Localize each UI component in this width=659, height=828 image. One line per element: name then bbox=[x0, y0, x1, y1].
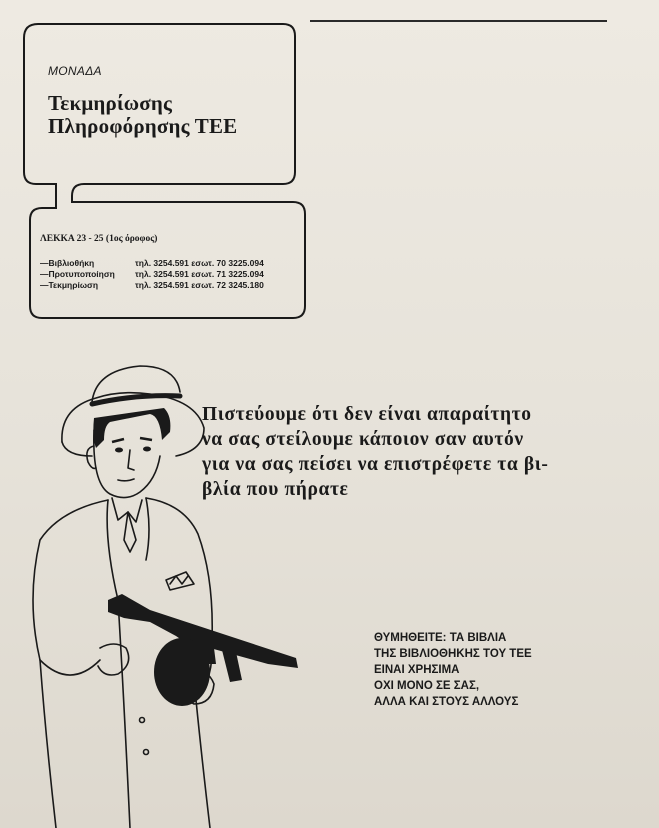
unit-name-line: Πληροφόρησης ΤΕΕ bbox=[48, 114, 238, 138]
contact-phone: τηλ. 3254.591 εσωτ. 71 3225.094 bbox=[135, 269, 264, 279]
contact-list bbox=[40, 258, 264, 291]
contact-row bbox=[40, 280, 264, 291]
contact-name: —Τεκμηρίωση bbox=[40, 280, 99, 290]
headline-line: για να σας πείσει να επιστρέφετε τα βι- bbox=[202, 454, 549, 475]
reminder-text bbox=[374, 630, 532, 710]
address: ΛΕΚΚΑ 23 - 25 (1ος όροφος) bbox=[40, 234, 158, 244]
reminder-line: ΕΙΝΑΙ ΧΡΗΣΙΜΑ bbox=[374, 664, 460, 676]
unit-label: ΜΟΝΑΔΑ bbox=[48, 64, 102, 78]
unit-name bbox=[48, 92, 237, 138]
contact-name: —Προτυποποίηση bbox=[40, 269, 115, 279]
headline-line: βλία που πήρατε bbox=[202, 479, 349, 500]
contact-phone: τηλ. 3254.591 εσωτ. 70 3225.094 bbox=[135, 258, 264, 268]
reminder-line: ΑΛΛΑ ΚΑΙ ΣΤΟΥΣ ΑΛΛΟΥΣ bbox=[374, 696, 519, 708]
reminder-line: ΘΥΜΗΘΕΙΤΕ: ΤΑ ΒΙΒΛΙΑ bbox=[374, 632, 507, 644]
unit-name-line: Τεκμηρίωσης bbox=[48, 91, 173, 115]
headline-line: να σας στείλουμε κάποιον σαν αυτόν bbox=[202, 429, 524, 450]
contact-row bbox=[40, 258, 264, 269]
contact-row bbox=[40, 269, 264, 280]
reminder-line: ΤΗΣ ΒΙΒΛΙΟΘΗΚΗΣ ΤΟΥ ΤΕΕ bbox=[374, 648, 532, 660]
contact-phone: τηλ. 3254.591 εσωτ. 72 3245.180 bbox=[135, 280, 264, 290]
reminder-line: ΟΧΙ ΜΟΝΟ ΣΕ ΣΑΣ, bbox=[374, 680, 480, 692]
top-rule bbox=[310, 20, 607, 22]
headline bbox=[202, 402, 647, 502]
headline-line: Πιστεύουμε ότι δεν είναι απαραίτητο bbox=[202, 404, 532, 425]
contact-name: —Βιβλιοθήκη bbox=[40, 258, 95, 268]
